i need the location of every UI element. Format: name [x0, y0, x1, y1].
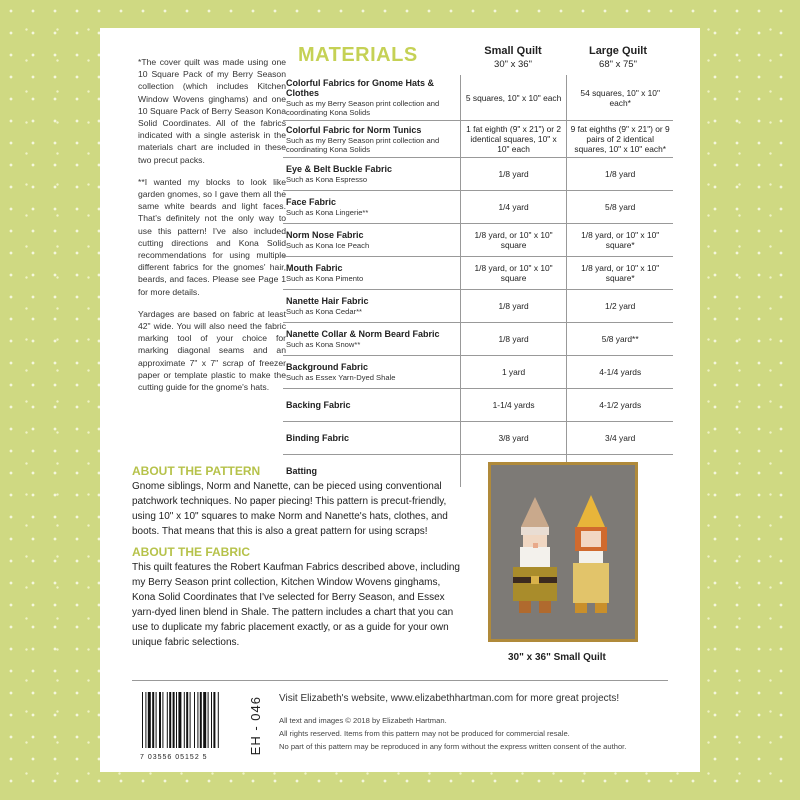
large-qty: 1/8 yard, or 10" x 10" square*: [567, 257, 673, 290]
material-row: [283, 290, 673, 323]
material-name-cell: [283, 290, 460, 323]
material-desc: Such as my Berry Season print collection and coordinating Kona Solids: [286, 135, 440, 154]
website-link[interactable]: Visit Elizabeth's website, www.elizabethhartman.com for more great projects!: [279, 693, 620, 704]
large-qty: 1/8 yard, or 10" x 10" square*: [567, 224, 673, 257]
material-name: Norm Nose Fabric: [286, 230, 364, 240]
small-qty: 1 fat eighth (9" x 21") or 2 identical squares, 10" x 10" each: [460, 121, 567, 158]
material-name-cell: [283, 75, 460, 121]
pattern-code: EH - 046: [248, 696, 263, 756]
material-row: [283, 224, 673, 257]
material-name-cell: [283, 389, 460, 422]
barcode-bar: [169, 692, 171, 748]
materials-title: MATERIALS: [298, 44, 418, 66]
sidenote-yardage: Yardages are based on fabric at least 42" wide. You will also need the fabric marking tool of your choice for marking diagonal seams and an approximate 7" x 7" scrap of freezer paper or template plastic to make the cutting guide for the gnome's hats.: [138, 308, 286, 393]
small-qty: 1/8 yard: [460, 290, 567, 323]
large-qty: 1/2 yard: [567, 290, 673, 323]
small-quilt-header: [458, 45, 568, 70]
barcode-bar: [178, 692, 181, 748]
barcode-bar: [142, 692, 143, 748]
about-fabric-text: This quilt features the Robert Kaufman Fabrics described above, including my Berry Season print collection, Kitchen Window Wovens ginghams, Kona Solid Coordinates that I've selected for Berry Season, and Essex yarn-dyed linen blend in Shale. The pattern includes a chart that you can use to duplicate my fabric placement exactly, or as a guide for your own unique fabric selections.: [132, 562, 460, 648]
sidenote-gnomes: **I wanted my blocks to look like garden gnomes, so I gave them all the same white beards and light faces. That's definitely not the only way to use this pattern! I've also included cutting directions and Kona Solid recommendations for using multiple different fabrics for the gnomes' hair, beards, and faces. Please see Page 1 for more details.: [138, 176, 286, 297]
small-quilt-label: Small Quilt: [484, 45, 542, 57]
material-name: Face Fabric: [286, 197, 337, 207]
barcode-bar: [197, 692, 198, 748]
barcode-bar: [208, 692, 209, 748]
large-quilt-label: Large Quilt: [588, 45, 648, 57]
barcode-bar: [162, 692, 163, 748]
rights-text: All rights reserved. Items from this pattern may not be produced for commercial resale.: [279, 729, 570, 738]
material-desc: Such as Kona Ice Peach: [286, 241, 370, 250]
material-row: [283, 257, 673, 290]
material-row: [283, 356, 673, 389]
material-name: Nanette Hair Fabric: [286, 296, 369, 306]
barcode-bar: [213, 692, 215, 748]
large-qty: 4-1/4 yards: [567, 356, 673, 389]
footer-divider: [132, 680, 668, 681]
small-qty: 1/4 yard: [460, 191, 567, 224]
material-row: [283, 422, 673, 455]
material-name-cell: [283, 191, 460, 224]
material-desc: Such as Kona Lingerie**: [286, 208, 369, 217]
material-desc: Such as Kona Snow**: [286, 340, 361, 349]
material-name: Background Fabric: [286, 362, 369, 372]
barcode-bar: [167, 692, 168, 748]
barcode-bar: [184, 692, 185, 748]
barcode-bar: [200, 692, 202, 748]
barcode-bar: [156, 692, 157, 748]
gnome-quilt-illustration: [491, 465, 635, 639]
large-qty: 5/8 yard: [567, 191, 673, 224]
barcode-bar: [186, 692, 188, 748]
small-qty: 1/8 yard, or 10" x 10" square: [460, 224, 567, 257]
material-desc: Such as Kona Cedar**: [286, 307, 362, 316]
barcode-bar: [148, 692, 151, 748]
material-name: Binding Fabric: [286, 433, 349, 443]
small-qty: 1 yard: [460, 356, 567, 389]
material-row: [283, 158, 673, 191]
material-name: Colorful Fabric for Norm Tunics: [286, 124, 422, 135]
small-qty: 1/8 yard: [460, 158, 567, 191]
about-pattern-text: Gnome siblings, Norm and Nanette, can be pieced using conventional patchwork techniques. No paper piecing! This pattern is precut-friendly, using 10" x 10" squares to make Norm and Nanette's hats, clothes, and boots. That means that this is also a great pattern for using scraps!: [132, 481, 448, 537]
small-qty: 1/8 yard: [460, 323, 567, 356]
sidenote: [138, 56, 286, 403]
quilt-caption: 30" x 36" Small Quilt: [508, 652, 606, 663]
material-name-cell: [283, 121, 460, 158]
small-quilt-size: 30" x 36": [494, 59, 532, 70]
materials-table: [283, 75, 673, 487]
material-name: Nanette Collar & Norm Beard Fabric: [286, 329, 440, 339]
material-desc: Such as Kona Espresso: [286, 175, 368, 184]
material-row: [283, 75, 673, 121]
material-name: Batting: [286, 466, 317, 476]
barcode-bar: [173, 692, 175, 748]
material-row: [283, 191, 673, 224]
material-name-cell: [283, 323, 460, 356]
large-quilt-header: [563, 45, 673, 70]
small-qty: 1/8 yard, or 10" x 10" square: [460, 257, 567, 290]
material-desc: Such as Kona Pimento: [286, 274, 364, 283]
barcode-bar: [211, 692, 212, 748]
barcode-bar: [190, 692, 191, 748]
material-name-cell: [283, 158, 460, 191]
large-qty: 54 squares, 10" x 10" each*: [567, 75, 673, 121]
about-pattern-title: ABOUT THE PATTERN: [132, 464, 261, 478]
material-name: Mouth Fabric: [286, 263, 343, 273]
small-qty: 1-1/4 yards: [460, 389, 567, 422]
large-qty: 1/8 yard: [567, 158, 673, 191]
large-qty: 3/4 yard: [567, 422, 673, 455]
barcode-bar: [145, 692, 146, 748]
consent-text: No part of this pattern may be reproduced in any form without the express written consent of the author.: [279, 742, 627, 751]
material-name-cell: [283, 257, 460, 290]
pattern-page: [100, 28, 700, 772]
about-fabric-title: ABOUT THE FABRIC: [132, 545, 250, 559]
material-desc: Such as my Berry Season print collection and coordinating Kona Solids: [286, 99, 440, 117]
sidenote-precut: *The cover quilt was made using one 10 Square Pack of my Berry Season collection (which includes Kitchen Window Wovens ginghams) and one 10 Square Pack of Berry Season Kona Solid Coordinates. All of the fabrics indicated with a single asterisk in the materials chart are included in these two precut packs.: [138, 57, 286, 165]
material-row: [283, 389, 673, 422]
material-name: Backing Fabric: [286, 400, 351, 410]
material-name: Colorful Fabrics for Gnome Hats & Clothes: [286, 78, 435, 98]
material-name-cell: [283, 224, 460, 257]
material-row: [283, 121, 673, 158]
material-row: [283, 323, 673, 356]
barcode-bar: [194, 692, 195, 748]
large-qty: 5/8 yard**: [567, 323, 673, 356]
barcode-bar: [203, 692, 206, 748]
barcode-digits: 7 03556 05152 5: [140, 754, 208, 761]
barcode-icon: [140, 690, 244, 752]
small-qty: 3/8 yard: [460, 422, 567, 455]
copyright-text: All text and images © 2018 by Elizabeth Hartman.: [279, 716, 447, 725]
material-name-cell: [283, 422, 460, 455]
large-qty: 9 fat eighths (9" x 21") or 9 pairs of 2 identical squares, 10" x 10" each*: [567, 121, 673, 158]
quilt-photo: [488, 462, 638, 642]
barcode-bar: [176, 692, 177, 748]
small-qty: 5 squares, 10" x 10" each: [460, 75, 567, 121]
large-quilt-size: 68" x 75": [599, 59, 637, 70]
barcode-bar: [159, 692, 161, 748]
barcode-bar: [218, 692, 219, 748]
material-name: Eye & Belt Buckle Fabric: [286, 164, 393, 174]
material-desc: Such as Essex Yarn-Dyed Shale: [286, 373, 396, 382]
large-qty: 4-1/2 yards: [567, 389, 673, 422]
material-name-cell: [283, 356, 460, 389]
barcode-bar: [152, 692, 154, 748]
